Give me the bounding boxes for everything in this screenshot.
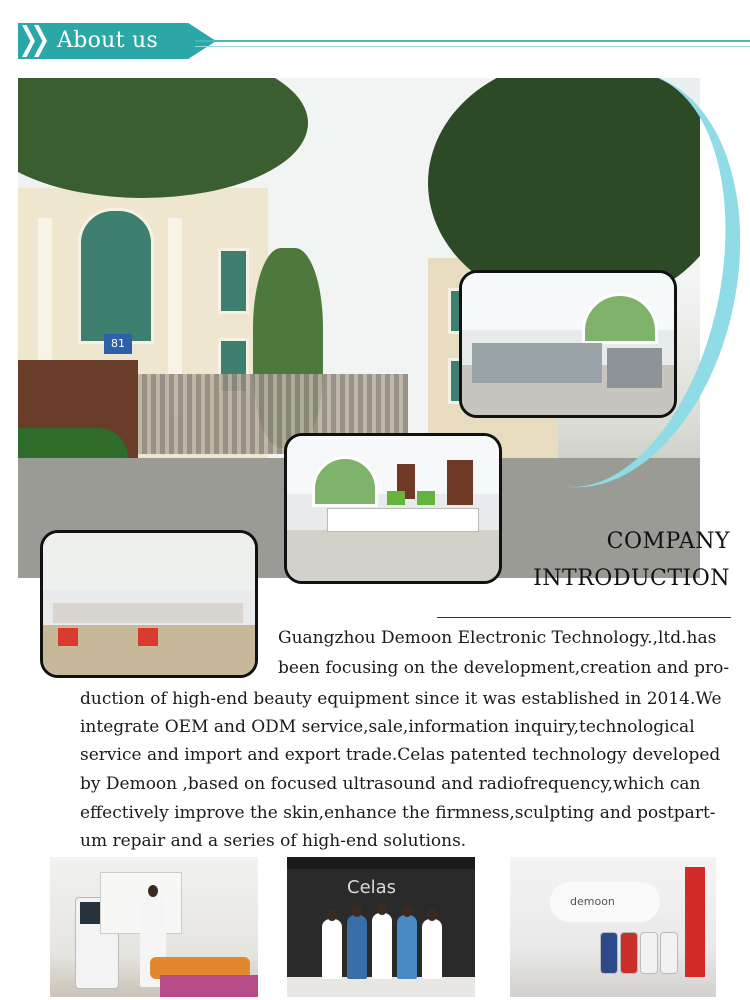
intro-paragraph-line: Guangzhou Demoon Electronic Technology.,ltd.has	[278, 628, 717, 648]
intro-paragraph-line: service and import and export trade.Celas patented technology developed	[80, 745, 721, 765]
intro-title-line2: INTRODUCTION	[533, 566, 730, 591]
section-title: About us	[57, 28, 159, 53]
header-rule	[195, 40, 750, 42]
intro-paragraph-line: duction of high-end beauty equipment since it was established in 2014.We	[80, 689, 722, 709]
intro-paragraph-line: integrate OEM and ODM service,sale,information inquiry,technological	[80, 717, 695, 737]
intro-paragraph-line: by Demoon ,based on focused ultrasound and radiofrequency,which can	[80, 774, 701, 794]
intro-paragraph-line: um repair and a series of high-end solutions.	[80, 831, 467, 851]
showroom-logo: demoon	[570, 895, 615, 908]
inset-photo-office-cubicles	[459, 270, 677, 418]
photo-treatment-room	[50, 857, 258, 997]
intro-divider	[437, 617, 731, 618]
gate-number-sign: 81	[104, 334, 132, 354]
intro-paragraph-line: been focusing on the development,creation and pro-	[278, 658, 730, 678]
intro-title-line1: COMPANY	[606, 529, 730, 554]
intro-paragraph-line: effectively improve the skin,enhance the firmness,sculpting and postpart-	[80, 803, 716, 823]
photo-team	[287, 857, 475, 997]
section-header	[0, 0, 750, 75]
inset-photo-workshop	[40, 530, 258, 678]
team-wall-logo: Celas	[347, 877, 397, 898]
inset-photo-office-workers	[284, 433, 502, 584]
header-rule-thin	[195, 46, 750, 47]
photo-showroom	[510, 857, 716, 997]
